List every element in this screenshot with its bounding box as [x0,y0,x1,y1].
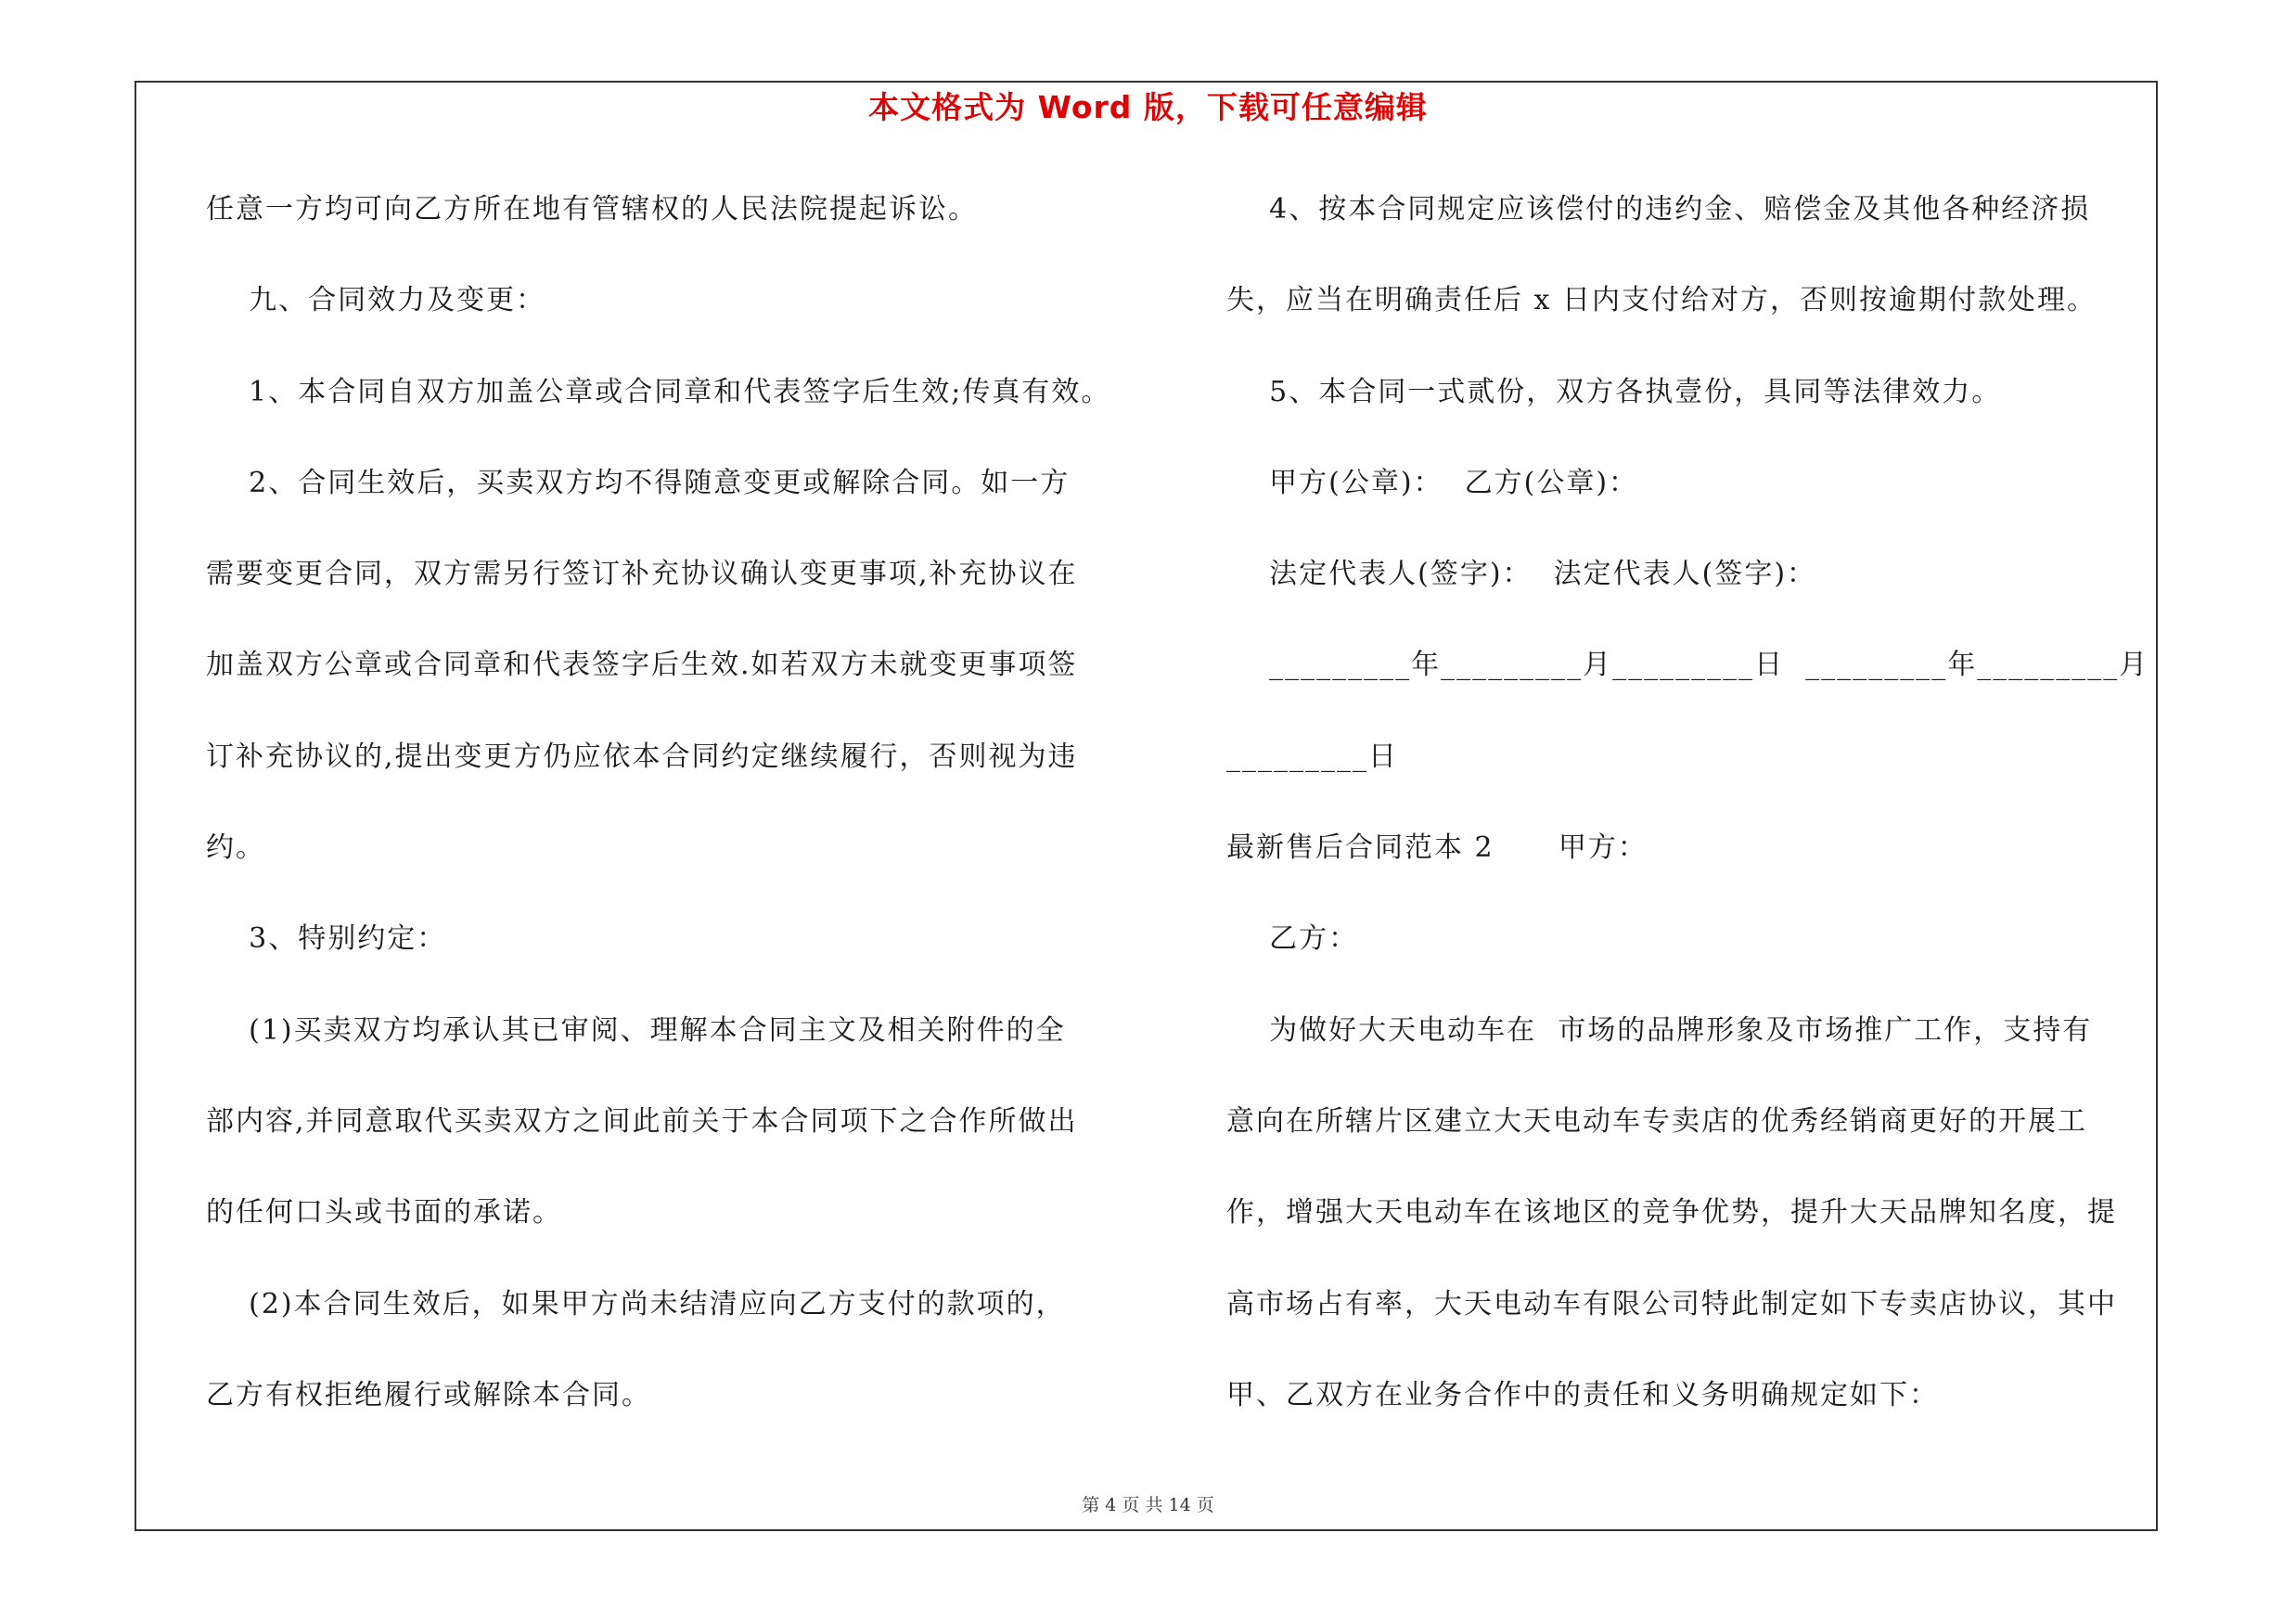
paragraph-line: 加盖双方公章或合同章和代表签字后生效.如若双方未就变更事项签 [206,649,1078,682]
paragraph-line: (2)本合同生效后，如果甲方尚未结清应向乙方支付的款项的， [206,1287,1066,1320]
date-line: _________年_________月_________日 _________年_________月 [1226,649,2149,682]
section-heading: 3、特别约定： [206,922,447,956]
left-column [206,182,1152,1459]
paragraph-line: 高市场占有率，大天电动车有限公司特此制定如下专卖店协议，其中 [1226,1287,2117,1320]
paragraph-line: 乙方有权拒绝履行或解除本合同。 [206,1378,651,1411]
paragraph-line: 的任何口头或书面的承诺。 [206,1196,562,1230]
paragraph-line: 意向在所辖片区建立大天电动车专卖店的优秀经销商更好的开展工 [1226,1104,2087,1138]
paragraph-line: 需要变更合同，双方需另行签订补充协议确认变更事项,补充协议在 [206,558,1078,591]
party-line: 乙方： [1226,922,1359,956]
paragraph-line: 5、本合同一式贰份，双方各执壹份，具同等法律效力。 [1226,375,2002,408]
section-heading: 最新售后合同范本 2 甲方： [1226,831,1648,865]
paragraph-line: 订补充协议的,提出变更方仍应依本合同约定继续履行，否则视为违 [206,740,1078,773]
right-column [1226,182,2154,1459]
editable-format-banner: 本文格式为 Word 版，下载可任意编辑 [868,89,1428,125]
paragraph-line: 约。 [206,831,265,865]
paragraph-line: 2、合同生效后，买卖双方均不得随意变更或解除合同。如一方 [206,466,1071,499]
seal-line: 甲方(公章)： 乙方(公章)： [1226,466,1639,499]
signature-line: 法定代表人(签字)： 法定代表人(签字)： [1226,558,1817,591]
paragraph-line: 为做好大天电动车在 市场的品牌形象及市场推广工作，支持有 [1226,1013,2093,1047]
paragraph-line: 4、按本合同规定应该偿付的违约金、赔偿金及其他各种经济损 [1226,193,2091,225]
paragraph-line: 1、本合同自双方加盖公章或合同章和代表签字后生效;传真有效。 [206,375,1111,408]
paragraph-line: 作，增强大天电动车在该地区的竞争优势，提升大天品牌知名度，提 [1226,1196,2117,1230]
paragraph-line: 失，应当在明确责任后 x 日内支付给对方，否则按逾期付款处理。 [1226,284,2097,317]
paragraph-line: (1)买卖双方均承认其已审阅、理解本合同主文及相关附件的全 [206,1013,1066,1047]
page-number: 第 4 页 共 14 页 [1082,1495,1214,1515]
date-line: _________日 [1226,740,1398,773]
paragraph-line: 甲、乙双方在业务合作中的责任和义务明确规定如下： [1226,1378,1939,1411]
paragraph-line: 任意一方均可向乙方所在地有管辖权的人民法院提起诉讼。 [206,193,978,225]
section-heading: 九、合同效力及变更： [206,284,546,317]
paragraph-line: 部内容,并同意取代买卖双方之间此前关于本合同项下之合作所做出 [206,1104,1078,1138]
